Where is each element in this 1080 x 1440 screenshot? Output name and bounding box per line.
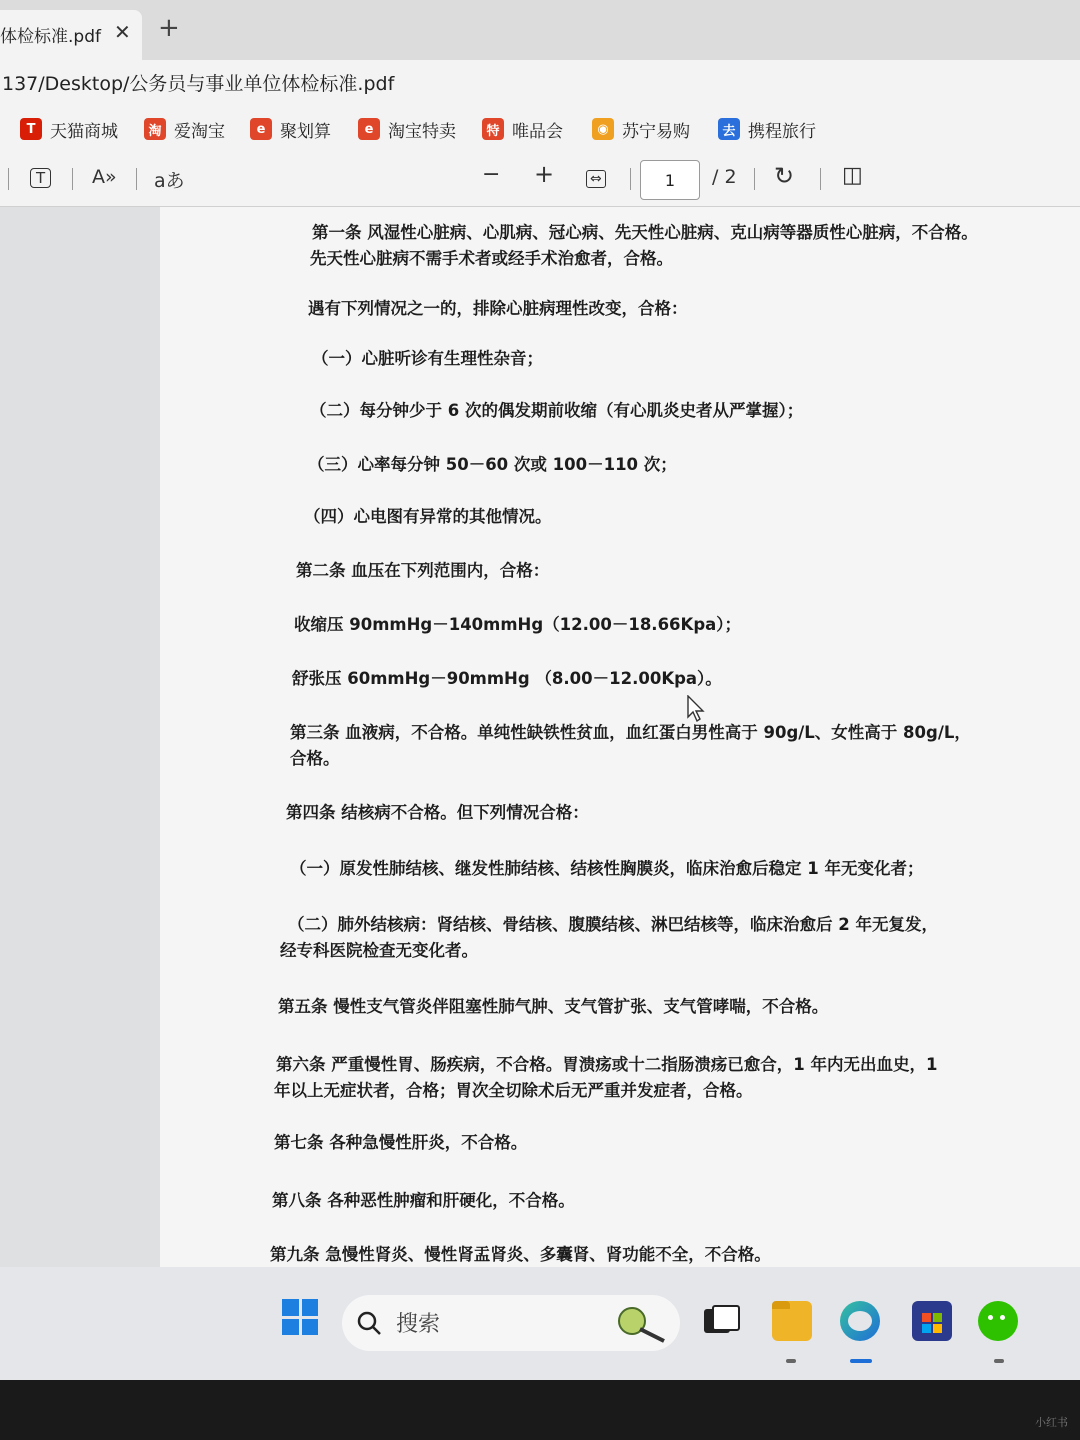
store-icon[interactable] (912, 1301, 952, 1341)
windows-start-icon[interactable] (282, 1299, 318, 1335)
doc-paragraph: （二）肺外结核病：肾结核、骨结核、腹膜结核、淋巴结核等，临床治愈后 2 年无复发， (288, 915, 938, 934)
doc-paragraph: 第三条 血液病，不合格。单纯性缺铁性贫血，血红蛋白男性高于 90g/L、女性高于 80g/L， (290, 723, 971, 742)
favorite-item[interactable] (718, 116, 816, 142)
favorite-label: 天猫商城 (50, 121, 118, 142)
rotate-icon[interactable]: ↻ (774, 162, 795, 190)
badminton-icon (614, 1303, 668, 1343)
mouse-cursor-icon (686, 695, 706, 723)
doc-paragraph: 合格。 (290, 749, 340, 768)
favorite-item[interactable] (144, 116, 225, 142)
address-bar[interactable] (0, 60, 1080, 104)
favorite-label: 唯品会 (512, 121, 563, 142)
doc-paragraph: 年以上无症状者，合格；胃次全切除术后无严重并发症者，合格。 (274, 1081, 753, 1100)
fit-page-icon[interactable]: ⇔ (586, 170, 606, 188)
favorite-label: 淘宝特卖 (388, 121, 456, 142)
suning-icon: ◉ (592, 118, 614, 140)
url-text[interactable]: 137/Desktop/公务员与事业单位体检标准.pdf (2, 73, 395, 95)
separator (820, 168, 821, 190)
favorite-item[interactable] (250, 116, 331, 142)
pdf-toolbar (0, 154, 1080, 207)
doc-paragraph: （二）每分钟少于 6 次的偶发期前收缩（有心肌炎史者从严掌握）； (310, 401, 804, 420)
tab-title: 体检标准.pdf (0, 27, 101, 47)
favorite-item[interactable] (482, 116, 563, 142)
ctrip-icon: 去 (718, 118, 740, 140)
read-aloud-icon[interactable]: A» (92, 166, 117, 188)
pdf-page (160, 207, 1080, 1267)
doc-paragraph: 第九条 急慢性肾炎、慢性肾盂肾炎、多囊肾、肾功能不全，不合格。 (270, 1245, 771, 1264)
doc-paragraph: 收缩压 90mmHg－140mmHg（12.00－18.66Kpa）； (294, 615, 742, 634)
zoom-in-button[interactable]: + (534, 160, 555, 188)
doc-paragraph: 第二条 血压在下列范围内，合格： (296, 561, 550, 580)
juhuasuan-icon: e (250, 118, 272, 140)
doc-paragraph: （一）心脏听诊有生理性杂音； (312, 349, 543, 368)
doc-paragraph: （一）原发性肺结核、继发性肺结核、结核性胸膜炎，临床治愈后稳定 1 年无变化者； (290, 859, 924, 878)
tab-bar (0, 0, 1080, 60)
edge-browser-icon[interactable] (840, 1301, 880, 1341)
file-explorer-icon[interactable] (772, 1301, 812, 1341)
doc-paragraph: 第五条 慢性支气管炎伴阻塞性肺气肿、支气管扩张、支气管哮喘，不合格。 (278, 997, 829, 1016)
watermark: 小红书 (1035, 1416, 1068, 1429)
favorite-label: 苏宁易购 (622, 121, 690, 142)
doc-paragraph: 第四条 结核病不合格。但下列情况合格： (286, 803, 589, 822)
wechat-icon[interactable] (978, 1301, 1018, 1341)
active-app-indicator (850, 1359, 872, 1363)
doc-paragraph: 第六条 严重慢性胃、肠疾病，不合格。胃溃疡或十二指肠溃疡已愈合，1 年内无出血史，1 (276, 1055, 938, 1074)
zoom-out-button[interactable]: − (482, 162, 501, 187)
tmall-icon: T (20, 118, 42, 140)
tab-pdf[interactable] (0, 10, 142, 60)
close-icon[interactable]: ✕ (114, 20, 131, 44)
doc-paragraph: 第八条 各种恶性肿瘤和肝硬化，不合格。 (272, 1191, 575, 1210)
separator (630, 168, 631, 190)
text-tool-icon[interactable]: T (30, 168, 51, 188)
doc-paragraph: 舒张压 60mmHg－90mmHg （8.00－12.00Kpa）。 (292, 669, 722, 688)
vip-icon: 特 (482, 118, 504, 140)
page-total: / 2 (712, 166, 737, 188)
doc-paragraph: 第一条 风湿性心脏病、心肌病、冠心病、先天性心脏病、克山病等器质性心脏病，不合格。 (312, 223, 978, 242)
translate-icon[interactable]: aあ (154, 170, 185, 192)
separator (754, 168, 755, 190)
side-panel (0, 207, 160, 1267)
doc-paragraph: 遇有下列情况之一的，排除心脏病理性改变，合格： (308, 299, 688, 318)
doc-paragraph: 经专科医院检查无变化者。 (280, 941, 478, 960)
taobao-sale-icon: e (358, 118, 380, 140)
search-placeholder: 搜索 (396, 1312, 441, 1337)
taobao-icon: 淘 (144, 118, 166, 140)
doc-paragraph: 先天性心脏病不需手术者或经手术治愈者，合格。 (310, 249, 673, 268)
taskbar (0, 1267, 1080, 1380)
running-indicator (994, 1359, 1004, 1363)
favorites-bar (0, 104, 1080, 154)
page-number-input[interactable]: 1 (640, 160, 700, 200)
task-view-icon[interactable] (700, 1301, 740, 1341)
favorite-item[interactable] (358, 116, 456, 142)
doc-paragraph: （三）心率每分钟 50－60 次或 100－110 次； (308, 455, 677, 474)
separator (136, 168, 137, 190)
separator (8, 168, 9, 190)
favorite-item[interactable] (592, 116, 690, 142)
favorite-label: 携程旅行 (748, 121, 816, 142)
doc-paragraph: 第七条 各种急慢性肝炎，不合格。 (274, 1133, 528, 1152)
new-tab-button[interactable]: + (158, 13, 180, 43)
favorite-label: 聚划算 (280, 121, 331, 142)
separator (72, 168, 73, 190)
favorite-label: 爱淘宝 (174, 121, 225, 142)
page-view-icon[interactable]: ◫ (842, 163, 863, 188)
favorite-item[interactable] (20, 116, 118, 142)
doc-paragraph: （四）心电图有异常的其他情况。 (304, 507, 552, 526)
search-icon (356, 1310, 382, 1336)
taskbar-search[interactable] (342, 1295, 680, 1351)
running-indicator (786, 1359, 796, 1363)
